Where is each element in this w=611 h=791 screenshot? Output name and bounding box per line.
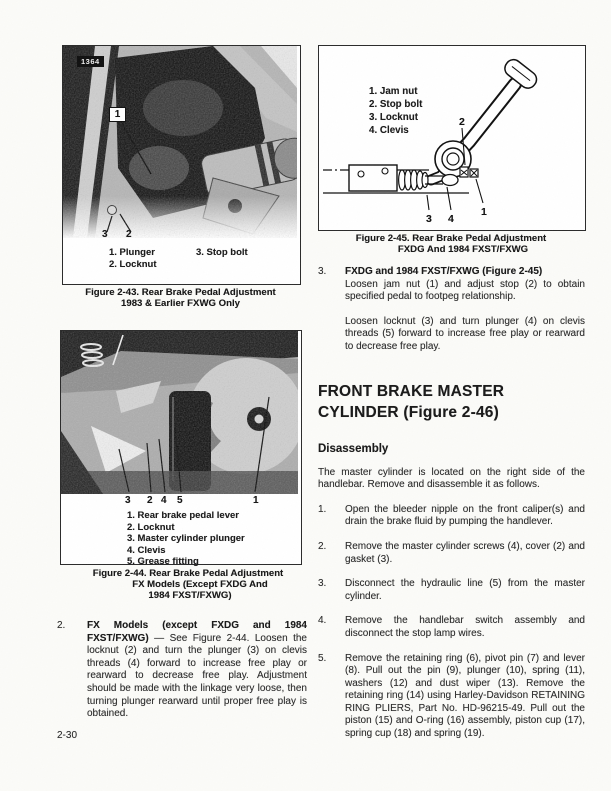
right-column-text (318, 254, 585, 741)
legend-item: 2. Locknut (109, 258, 157, 270)
caption-line: Figure 2-44. Rear Brake Pedal Adjustment (92, 568, 284, 579)
legend-item: 4. Clevis (369, 125, 409, 136)
page-number: 2-30 (57, 730, 78, 741)
figure-2-44-frame (60, 330, 302, 568)
disassembly-step-3 (318, 578, 585, 603)
callout-number-5: 5 (177, 495, 183, 506)
legend-item: 1. Rear brake pedal lever (127, 510, 239, 521)
figure-2-43-legend-col2 (196, 247, 248, 259)
legend-item: 2. Stop bolt (369, 99, 423, 110)
step-text: — See Figure 2-44. Loosen the locknut (2) and turn the plunger (3) on clevis threads (4) forward to increase free play or rearward to decrease free play. Adjustment should be made with the linkage very loose, then turning plunger rearward until proper free play is obtained. (87, 632, 307, 720)
step-number: 3. (318, 578, 327, 590)
step-text: Open the bleeder nipple on the front caliper(s) and drain the brake fluid by pumping the handlever. (345, 503, 585, 528)
legend-item: 4. Clevis (127, 544, 166, 556)
figure-2-45-caption (318, 234, 584, 256)
callout-number-4: 4 (161, 495, 167, 506)
legend-item: 5. Grease fitting (127, 556, 199, 568)
caption-line: Figure 2-43. Rear Brake Pedal Adjustment (85, 287, 276, 298)
step-number: 5. (318, 652, 327, 664)
disassembly-step-2 (318, 541, 585, 566)
figure-2-44-legend (127, 510, 245, 568)
callout-number-1: 1 (481, 206, 487, 218)
step-paragraph: Loosen locknut (3) and turn plunger (4) on clevis threads (5) forward to increase free play or rearward to decrease free play. (345, 315, 585, 352)
adjustment-step-3 (318, 266, 585, 354)
heading-line: FRONT BRAKE MASTER (318, 382, 505, 400)
intro-paragraph: The master cylinder is located on the right side of the handlebar. Remove and disassemble it as follows. (318, 466, 585, 491)
step-paragraph: Loosen jam nut (1) and adjust stop (2) to obtain specified pedal to footpeg relationship. (345, 278, 585, 303)
callout-number-1: 1 (253, 495, 259, 506)
caption-line: FX Models (Except FXDG And (132, 578, 268, 590)
legend-item: 3. Master cylinder plunger (127, 533, 245, 545)
figure-2-44-photo (61, 331, 298, 494)
callout-number-4: 4 (448, 213, 454, 225)
figure-2-43-legend-col1 (109, 247, 157, 270)
subsection-heading: Disassembly (318, 442, 389, 455)
figure-2-45-drawing (319, 46, 582, 227)
step-text: Remove the retaining ring (6), pivot pin (7) and lever (8). Pull out the pin (9), plunger (10), spring (11), washers (12) and dust wiper (13). Remove the retaining ring (14) using Harley-Davidson RETAINING RING PLIERS, Part No. HD-96215-49. Pull out the piston (15) and O-ring (16) assembly, piston cup (17), spring cup (18) and spring (19). (345, 652, 585, 740)
figure-2-44-caption (68, 569, 308, 601)
callout-number-2: 2 (126, 229, 132, 240)
callout-number-2: 2 (459, 116, 465, 128)
section-heading (318, 381, 585, 423)
callout-number-3: 3 (125, 495, 131, 506)
step-number: 2. (318, 540, 327, 552)
disassembly-step-5 (318, 653, 585, 741)
step-number: 4. (318, 615, 327, 627)
adjustment-step-2 (57, 620, 307, 721)
caption-line: FXDG And 1984 FXST/FXWG (397, 243, 529, 255)
step-body (87, 620, 307, 721)
step-text: Remove the master cylinder screws (4), cover (2) and gasket (3). (345, 540, 585, 565)
photo-id-tag: 1364 (77, 56, 104, 67)
callout-number-3: 3 (426, 213, 432, 225)
step-text: Disconnect the hydraulic line (5) from the master cylinder. (345, 578, 585, 602)
legend-item: 3. Locknut (369, 112, 418, 123)
callout-number-3: 3 (102, 229, 108, 240)
step-number: 3. (318, 266, 327, 277)
caption-line: Figure 2-45. Rear Brake Pedal Adjustment (355, 233, 547, 244)
callout-number-2: 2 (147, 495, 153, 506)
step-title: FXDG and 1984 FXST/FXWG (Figure 2-45) (345, 266, 543, 277)
legend-item: 1. Plunger (109, 247, 155, 258)
figure-2-43-frame (62, 45, 301, 285)
caption-line: 1983 & Earlier FXWG Only (121, 297, 240, 309)
step-number: 2. (57, 620, 66, 631)
step-body (345, 266, 585, 354)
left-column-text (57, 608, 307, 721)
figure-2-43-photo (63, 46, 297, 238)
figure-2-43-caption (62, 288, 299, 310)
callout-1-box: 1 (109, 107, 126, 122)
caption-line: 1984 FXST/FXWG) (148, 589, 232, 601)
legend-item: 3. Stop bolt (196, 247, 248, 258)
step-title: FX Models (except FXDG and 1984 FXST/FXWG) (87, 620, 307, 644)
legend-item: 1. Jam nut (369, 86, 418, 97)
heading-line: CYLINDER (Figure 2-46) (318, 403, 499, 421)
disassembly-step-1 (318, 504, 585, 529)
step-text: Remove the handlebar switch assembly and disconnect the stop lamp wires. (345, 615, 585, 639)
figure-2-45-frame (318, 45, 586, 231)
disassembly-step-4 (318, 615, 585, 640)
step-number: 1. (318, 503, 327, 515)
legend-item: 2. Locknut (127, 521, 175, 533)
